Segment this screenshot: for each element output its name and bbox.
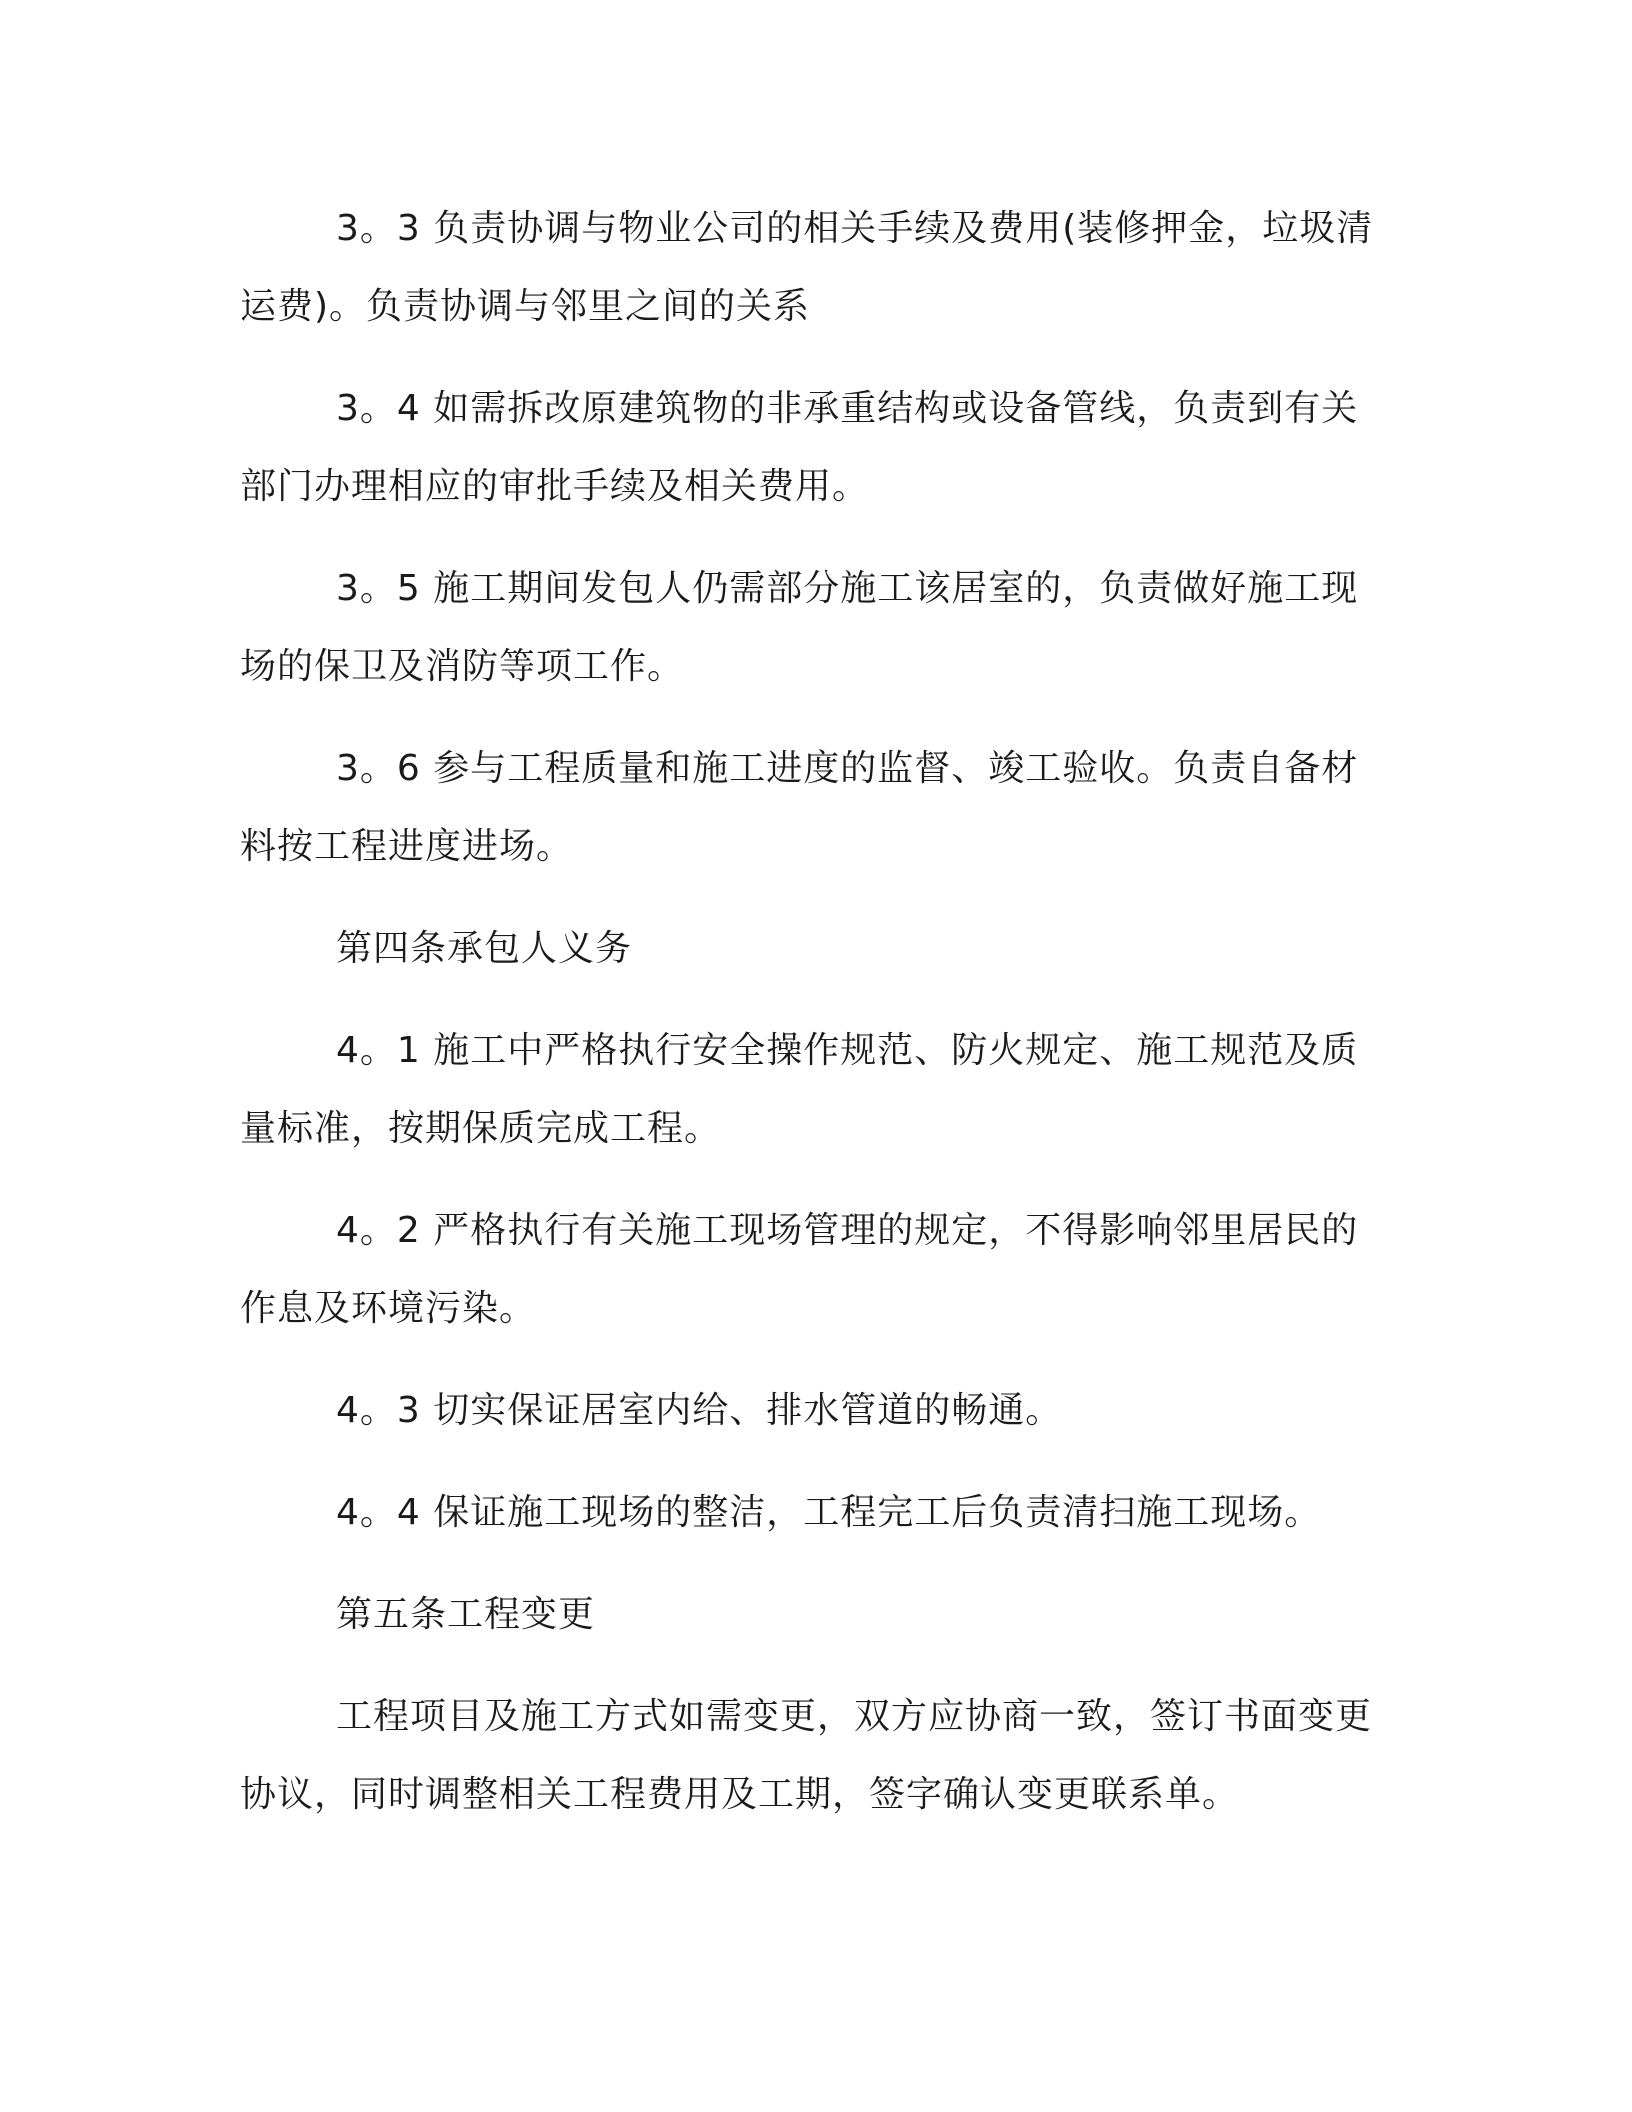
clause-3-4: 3。4 如需拆改原建筑物的非承重结构或设备管线，负责到有关部门办理相应的审批手续及相关费用。 <box>240 388 1359 507</box>
clause-3-3: 3。3 负责协调与物业公司的相关手续及费用(装修押金，垃圾清运费)。负责协调与邻里之间的关系 <box>240 208 1374 327</box>
clause-4-2: 4。2 严格执行有关施工现场管理的规定，不得影响邻里居民的作息及环境污染。 <box>240 1210 1359 1329</box>
clause-3-5: 3。5 施工期间发包人仍需部分施工该居室的，负责做好施工现场的保卫及消防等项工作。 <box>240 568 1359 687</box>
clause-4-1: 4。1 施工中严格执行安全操作规范、防火规定、施工规范及质量标准，按期保质完成工程。 <box>240 1030 1359 1149</box>
document-page <box>240 190 1388 1858</box>
clause-4-4: 4。4 保证施工现场的整洁，工程完工后负责清扫施工现场。 <box>336 1492 1322 1533</box>
article-5-heading: 第五条工程变更 <box>336 1594 596 1635</box>
article-5-body: 工程项目及施工方式如需变更，双方应协商一致，签订书面变更协议，同时调整相关工程费用及工期，签字确认变更联系单。 <box>240 1696 1373 1815</box>
clause-3-6: 3。6 参与工程质量和施工进度的监督、竣工验收。负责自备材料按工程进度进场。 <box>240 748 1359 867</box>
article-4-heading: 第四条承包人义务 <box>336 928 633 969</box>
clause-4-3: 4。3 切实保证居室内给、排水管道的畅通。 <box>336 1390 1063 1431</box>
